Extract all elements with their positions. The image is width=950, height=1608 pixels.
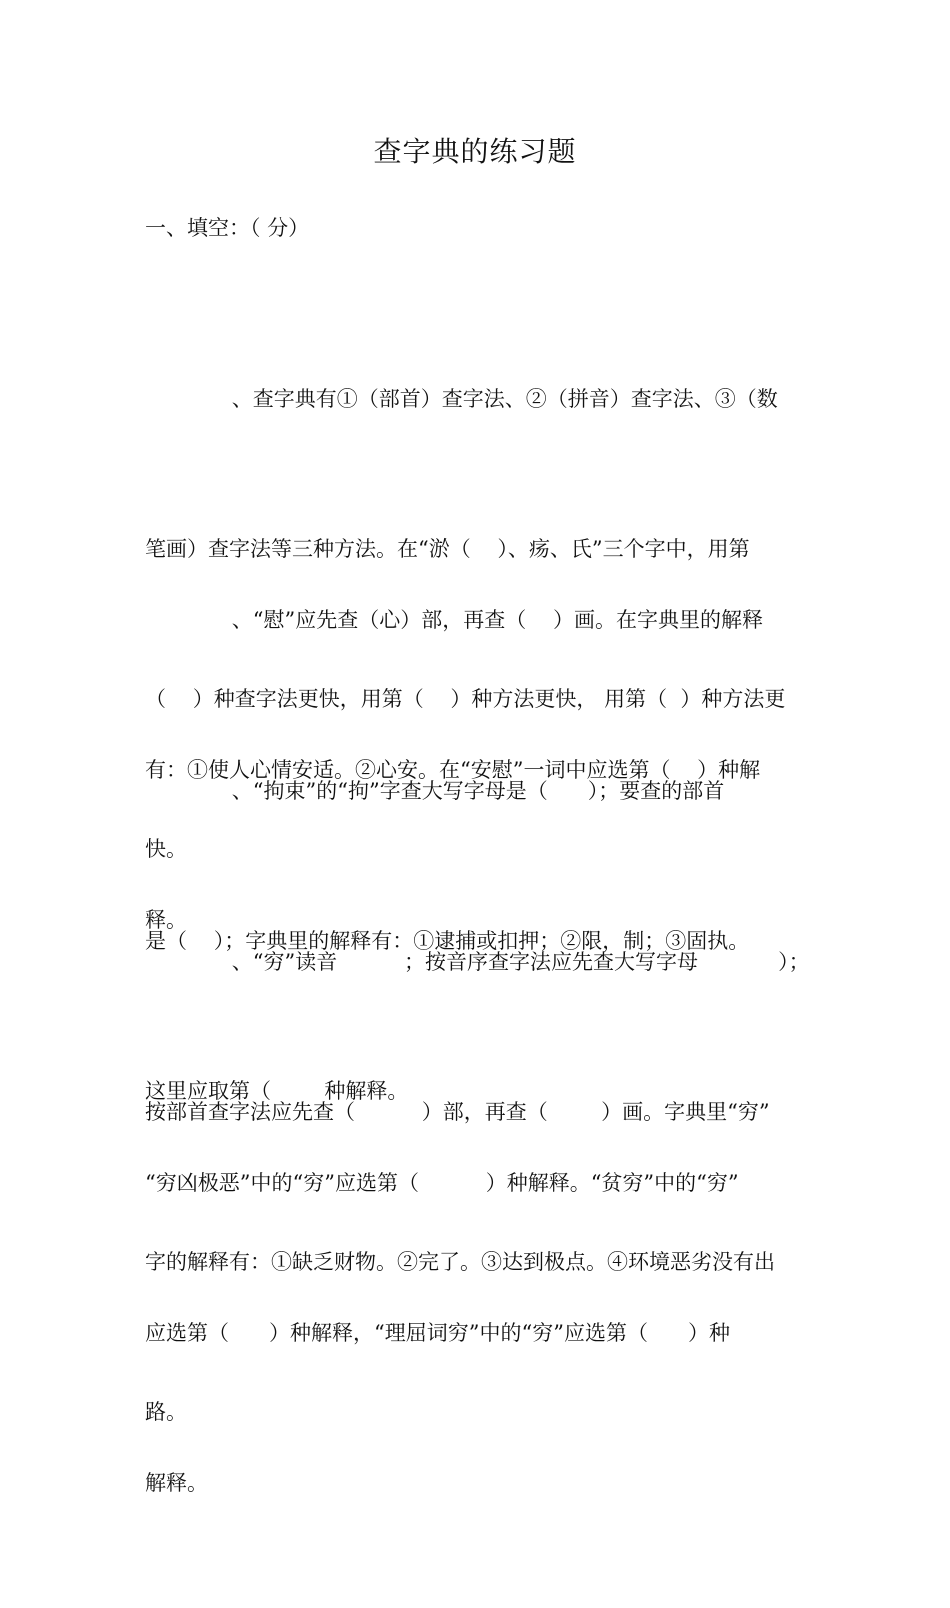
paragraph-line: 字的解释有：①缺乏财物。②完了。③达到极点。④环境恶劣没有出 — [145, 1250, 775, 1274]
paragraph-line: 应选第（ ）种解释，“理屈词穷”中的“穷”应选第（ ）种 — [145, 1321, 731, 1345]
paragraph-line: 这里应取第（ 种解释。 — [145, 1079, 409, 1103]
paragraph-line: 、“拘束”的“拘”字查大写字母是（ ）；要查的部首 — [145, 779, 725, 803]
paragraph-line: 按部首查字法应先查（ ）部，再查（ ）画。字典里“穷” — [145, 1100, 770, 1124]
paragraph-line: 释。 — [145, 908, 187, 932]
paragraph-line: 解释。 — [145, 1471, 208, 1495]
paragraph-line: 、查字典有①（部首）查字法、②（拼音）查字法、③（数 — [145, 387, 778, 411]
paragraph-line: （ ）种查字法更快，用第（ ）种方法更快， 用第（ ）种方法更 — [145, 687, 786, 711]
paragraph-line: 路。 — [145, 1400, 187, 1424]
paragraph-line: “穷凶极恶”中的“穷”应选第（ ）种解释。“贫穷”中的“穷” — [145, 1171, 739, 1195]
paragraph-line: 是（ ）；字典里的解释有：①逮捕或扣押；②限，制；③固执。 — [145, 929, 750, 953]
paragraph-line: 有：①使人心情安适。②心安。在“安慰”一词中应选第（ ）种解 — [145, 758, 761, 782]
paragraph-line: 快。 — [145, 837, 187, 861]
page-title: 查字典的练习题 — [373, 135, 577, 168]
paragraph-line: 、“穷”读音 ；按音序查字法应先查大写字母 ）； — [145, 950, 810, 974]
section-heading: 一、填空：（ 分） — [145, 216, 310, 240]
paragraph-line: 、“慰”应先查（心）部，再查（ ）画。在字典里的解释 — [145, 608, 763, 632]
question-paragraph-5 — [145, 1058, 807, 1608]
paragraph-line: 笔画）查字法等三种方法。在“淤（ ）、疡、氏”三个字中，用第 — [145, 537, 750, 561]
